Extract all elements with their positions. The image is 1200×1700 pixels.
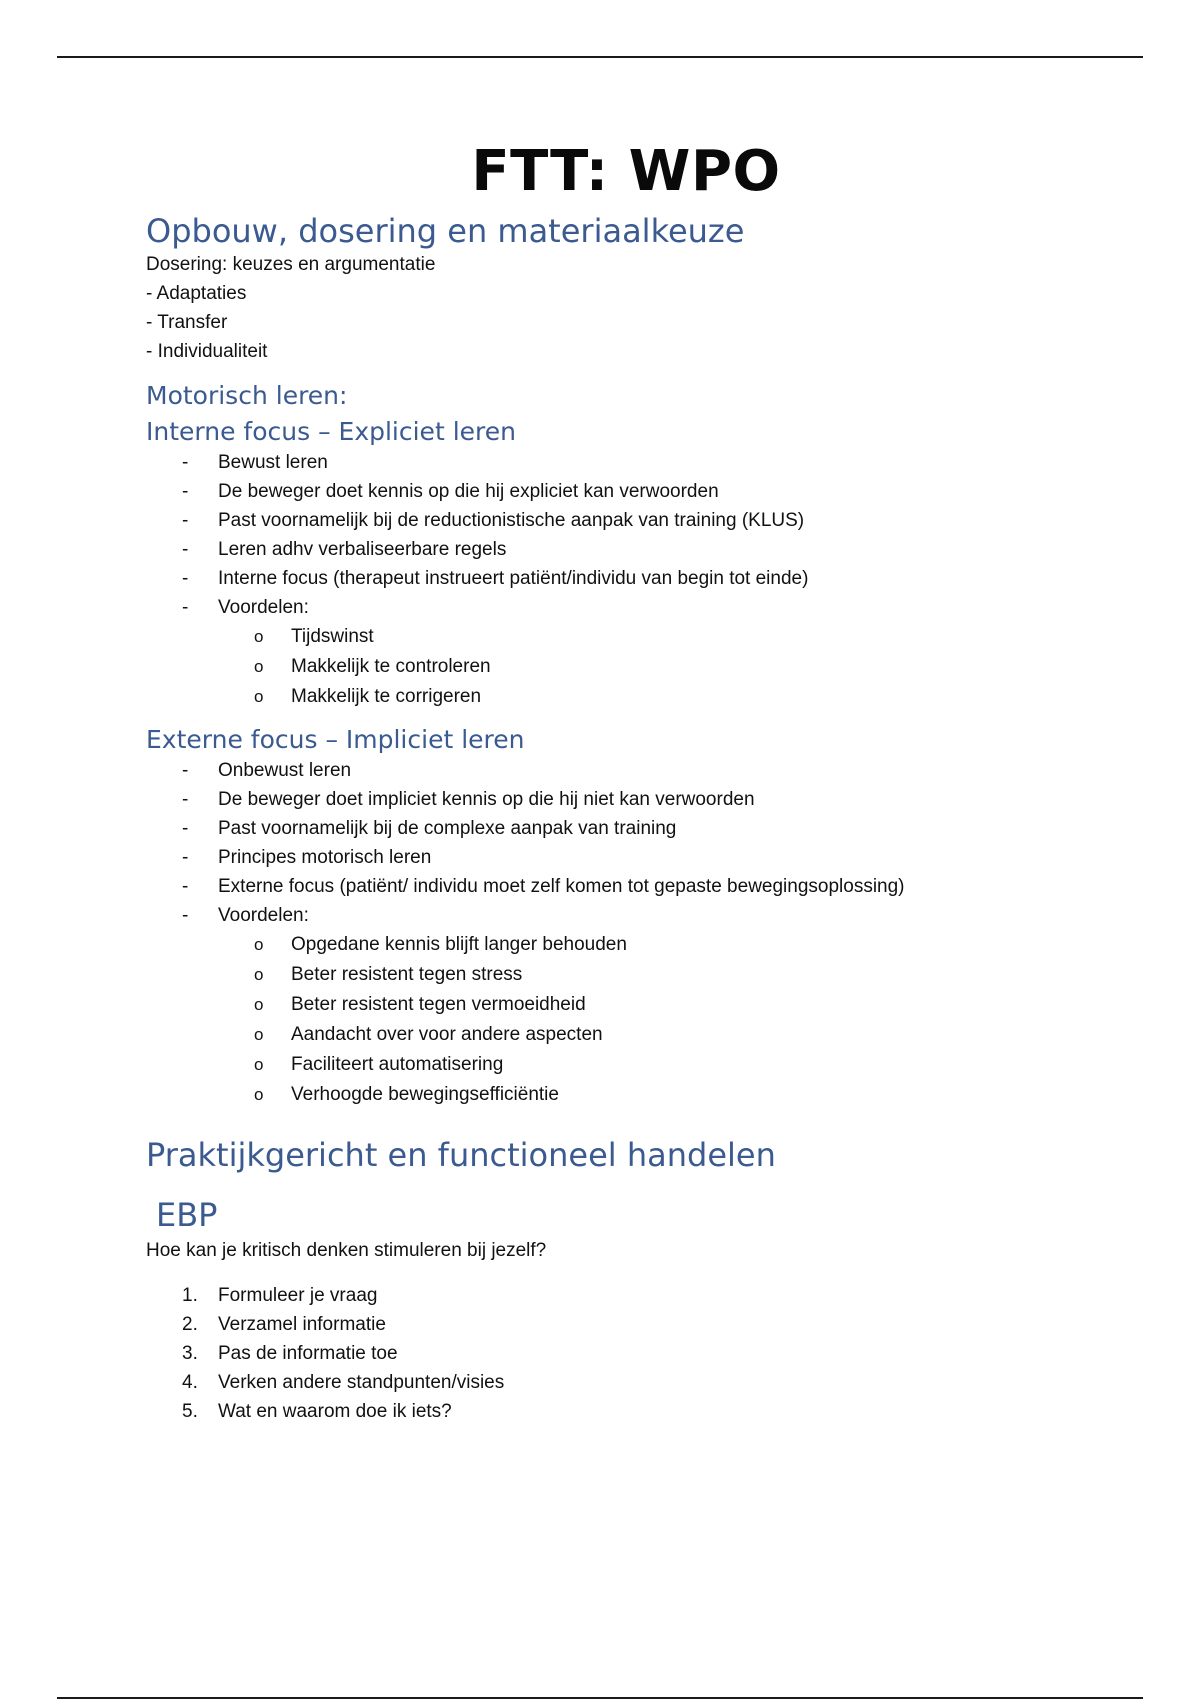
externe-focus-list (146, 756, 1106, 930)
list-item: 3. Pas de informatie toe (182, 1343, 398, 1364)
list-item: o Beter resistent tegen stress (254, 964, 523, 985)
list-item: - Voordelen: (182, 905, 309, 926)
document-title: FTT: WPO (471, 139, 781, 204)
externe-focus-voordelen-list (146, 930, 1106, 1110)
footer-rule (57, 1697, 1143, 1699)
ebp-steps-list (146, 1281, 1106, 1426)
section-heading-opbouw: Opbouw, dosering en materiaalkeuze (146, 212, 745, 250)
header-rule (57, 56, 1143, 58)
list-item: 2. Verzamel informatie (182, 1314, 386, 1335)
subheading-externe-focus: Externe focus – Impliciet leren (146, 725, 525, 754)
list-item: o Faciliteert automatisering (254, 1054, 504, 1075)
dosering-line: - Individualiteit (146, 341, 268, 362)
list-item: o Makkelijk te controleren (254, 656, 491, 677)
subheading-ebp: EBP (156, 1196, 218, 1234)
section-heading-praktijkgericht: Praktijkgericht en functioneel handelen (146, 1136, 776, 1174)
list-item: - Past voornamelijk bij de complexe aanpak van training (182, 818, 677, 839)
list-item: o Aandacht over voor andere aspecten (254, 1024, 603, 1045)
ebp-question: Hoe kan je kritisch denken stimuleren bij jezelf? (146, 1240, 547, 1261)
list-item: - Leren adhv verbaliseerbare regels (182, 539, 507, 560)
section-heading-motorisch-leren: Motorisch leren: (146, 381, 348, 410)
list-item: o Beter resistent tegen vermoeidheid (254, 994, 586, 1015)
list-item: 1. Formuleer je vraag (182, 1285, 378, 1306)
dosering-line: - Adaptaties (146, 283, 247, 304)
list-item: - Past voornamelijk bij de reductionistische aanpak van training (KLUS) (182, 510, 805, 531)
list-item: - De beweger doet kennis op die hij expliciet kan verwoorden (182, 481, 719, 502)
list-item: 4. Verken andere standpunten/visies (182, 1372, 505, 1393)
list-item: - Interne focus (therapeut instrueert patiënt/individu van begin tot einde) (182, 568, 809, 589)
document-page (146, 140, 1106, 1426)
list-item: - De beweger doet impliciet kennis op die hij niet kan verwoorden (182, 789, 755, 810)
list-item: - Onbewust leren (182, 760, 352, 781)
list-item: o Makkelijk te corrigeren (254, 686, 482, 707)
list-item: o Verhoogde bewegingsefficiëntie (254, 1084, 559, 1105)
list-item: - Bewust leren (182, 452, 328, 473)
list-item: o Opgedane kennis blijft langer behouden (254, 934, 627, 955)
interne-focus-list (146, 448, 1106, 622)
subheading-interne-focus: Interne focus – Expliciet leren (146, 417, 516, 446)
dosering-intro: Dosering: keuzes en argumentatie (146, 254, 436, 275)
list-item: - Externe focus (patiënt/ individu moet zelf komen tot gepaste bewegingsoplossing) (182, 876, 905, 897)
list-item: - Principes motorisch leren (182, 847, 432, 868)
interne-focus-voordelen-list (146, 622, 1106, 712)
list-item: 5. Wat en waarom doe ik iets? (182, 1401, 452, 1422)
list-item: - Voordelen: (182, 597, 309, 618)
dosering-line: - Transfer (146, 312, 228, 333)
list-item: o Tijdswinst (254, 626, 374, 647)
